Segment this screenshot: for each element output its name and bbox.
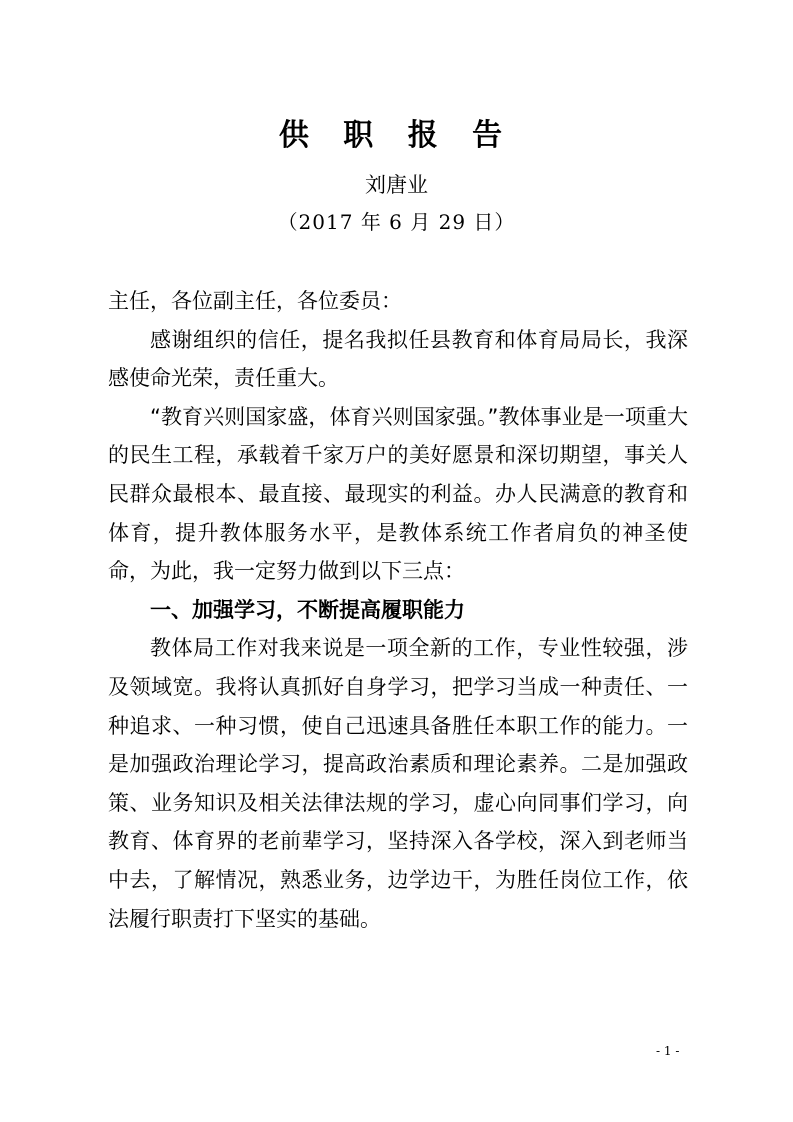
document-title: 供 职 报 告 — [278, 118, 515, 153]
document-body — [108, 282, 688, 938]
document-author: 刘唐业 — [365, 173, 428, 197]
page-number: - 1 - — [656, 1044, 680, 1058]
paragraph-1: 感谢组织的信任，提名我拟任县教育和体育局局长，我深感使命光荣，责任重大。 — [108, 327, 688, 391]
paragraph-2: “教育兴则国家盛，体育兴则国家强。”教体事业是一项重大的民生工程，承载着千家万户的美好愿景和深切期望，事关人民群众最根本、最直接、最现实的利益。办人民满意的教育和体育，提升教体服务水平，是教体系统工作者肩负的神圣使命，为此，我一定努力做到以下三点： — [108, 404, 688, 584]
salutation: 主任，各位副主任，各位委员： — [108, 289, 402, 313]
document-date: （2017 年 6 月 29 日） — [277, 210, 516, 234]
paragraph-3: 教体局工作对我来说是一项全新的工作，专业性较强，涉及领域宽。我将认真抓好自身学习，把学习当成一种责任、一种追求、一种习惯，使自己迅速具备胜任本职工作的能力。一是加强政治理论学习，提高政治素质和理论素养。二是加强政策、业务知识及相关法律法规的学习，虚心向同事们学习，向教育、体育界的老前辈学习，坚持深入各学校，深入到老师当中去，了解情况，熟悉业务，边学边干，为胜任岗位工作，依法履行职责打下坚实的基础。 — [108, 636, 688, 931]
section-heading-1: 一、加强学习，不断提高履职能力 — [150, 597, 465, 622]
